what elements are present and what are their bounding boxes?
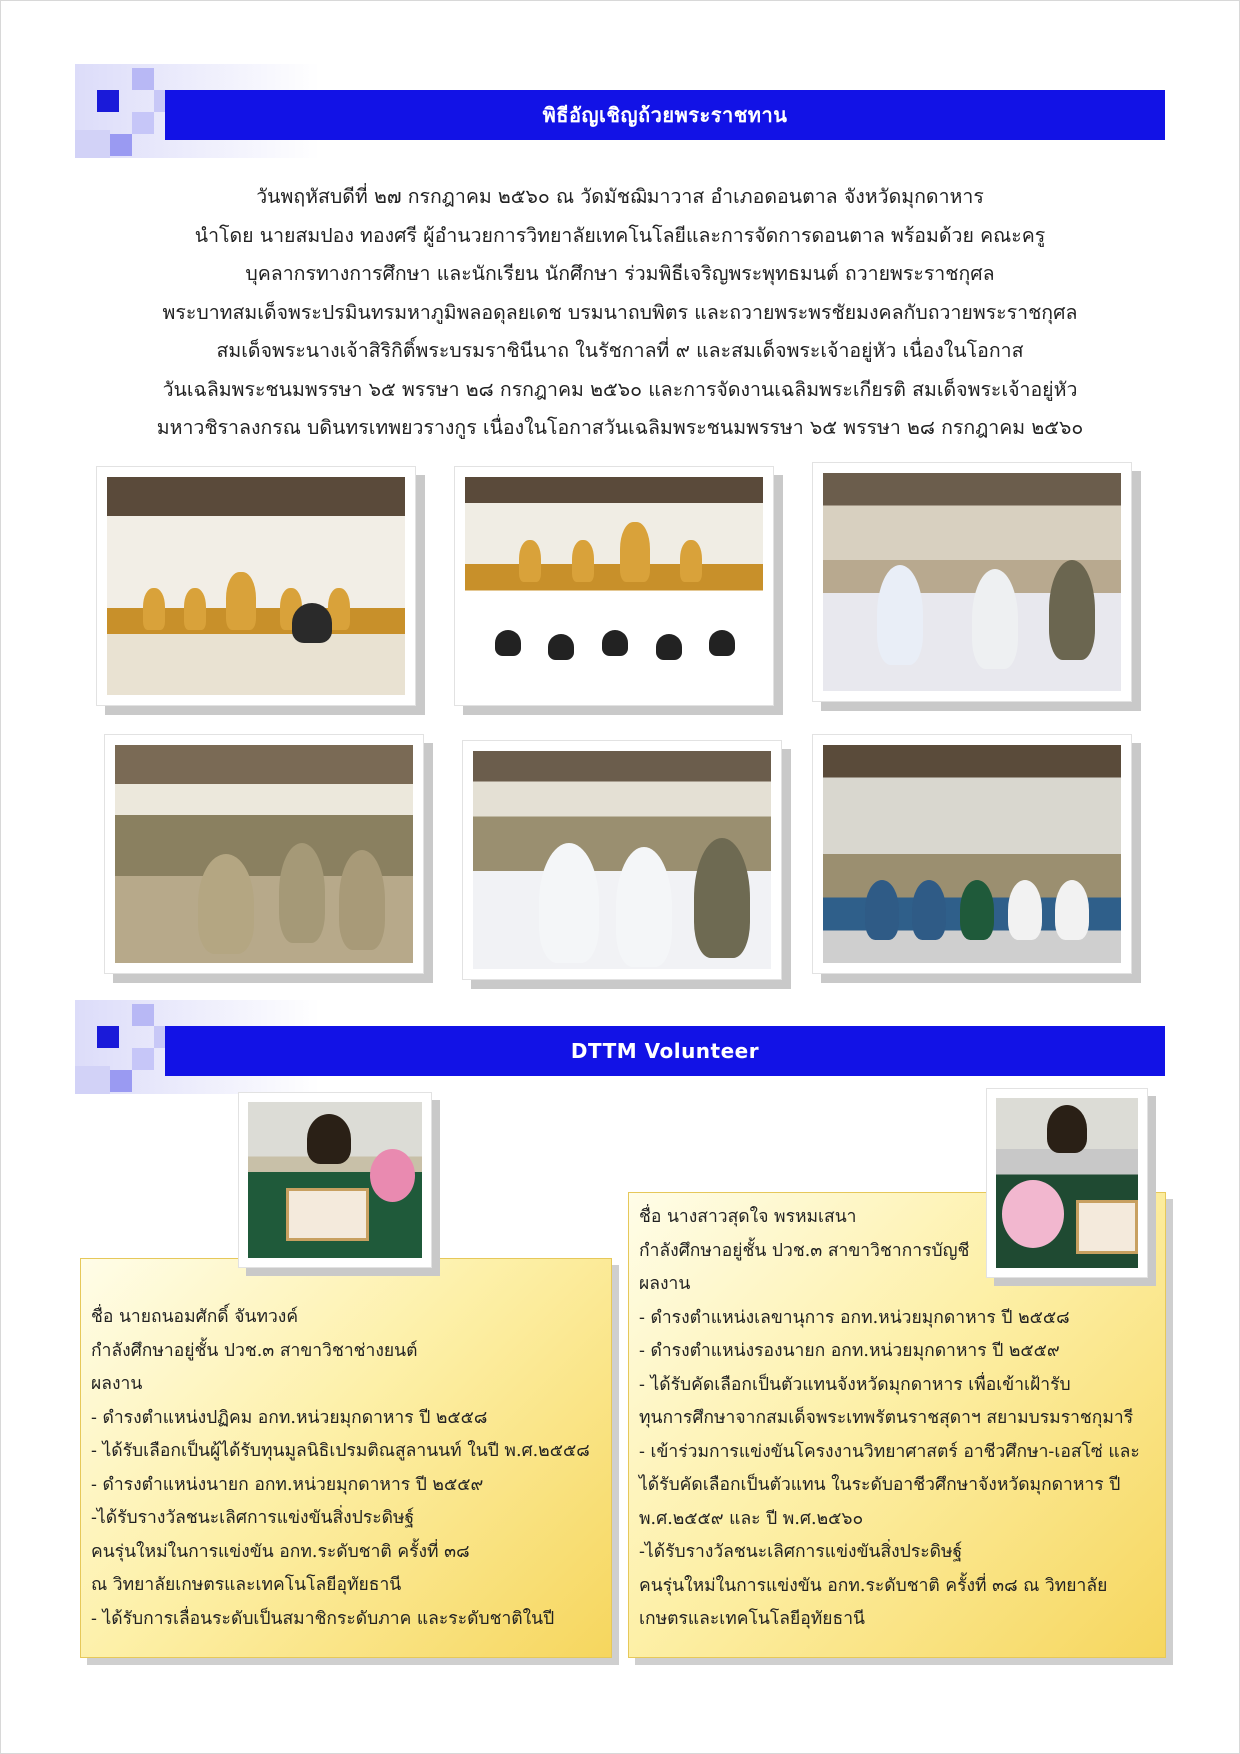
header-square-decoration [110, 134, 132, 156]
volunteer1-line: ชื่อ นายถนอมศักดิ์ จันทวงค์ [91, 1307, 299, 1327]
intro-line: วันเฉลิมพระชนมพรรษา ๖๕ พรรษา ๒๘ กรกฎาคม ๒๕๖๐ และการจัดงานเฉลิมพระเกียรติ สมเด็จพระเจ้าอยู่หัว [162, 377, 1078, 401]
volunteer2-line: ทุนการศึกษาจากสมเด็จพระเทพรัตนราชสุดาฯ สยามบรมราชกุมารี [639, 1408, 1134, 1428]
volunteer2-line: ได้รับคัดเลือกเป็นตัวแทน ในระดับอาชีวศึกษาจังหวัดมุกดาหาร ปี [639, 1475, 1121, 1495]
section-header-ceremony [75, 64, 1167, 168]
intro-line: พระบาทสมเด็จพระปรมินทรมหาภูมิพลอดุลยเดช บรมนาถบพิตร และถวายพระพรชัยมงคลกับถวายพระราชกุศล [162, 300, 1078, 324]
volunteer2-photo [986, 1088, 1148, 1278]
intro-line: สมเด็จพระนางเจ้าสิริกิติ์พระบรมราชินีนาถ ในรัชกาลที่ ๙ และสมเด็จพระเจ้าอยู่หัว เนื่องในโอกาส [216, 339, 1024, 362]
ceremony-description [80, 178, 1160, 448]
section-title-volunteer: DTTM Volunteer [165, 1026, 1165, 1076]
photo-shrine-students [454, 466, 774, 706]
header-square-decoration [132, 1048, 154, 1070]
volunteer2-line: - ดำรงตำแหน่งเลขานุการ อกท.หน่วยมุกดาหาร ปี ๒๕๕๘ [639, 1307, 1070, 1328]
volunteer1-line: ณ วิทยาลัยเกษตรและเทคโนโลยีอุทัยธานี [91, 1575, 402, 1595]
intro-line: นำโดย นายสมปอง ทองศรี ผู้อำนวยการวิทยาลัยเทคโนโลยีและการจัดการดอนตาล พร้อมด้วย คณะครู [194, 223, 1046, 247]
volunteer1-line: - ได้รับการเลื่อนระดับเป็นสมาชิกระดับภาค และระดับชาติในปี [91, 1608, 555, 1629]
header-square-decoration [75, 1066, 110, 1094]
volunteer1-line: -ได้รับรางวัลชนะเลิศการแข่งขันสิ่งประดิษฐ์ [91, 1508, 415, 1528]
header-square-decoration [97, 90, 119, 112]
volunteer1-line: กำลังศึกษาอยู่ชั้น ปวช.๓ สาขาวิชาช่างยนต์ [91, 1340, 418, 1361]
intro-line: มหาวชิราลงกรณ บดินทรเทพยวรางกูร เนื่องในโอกาสวันเฉลิมพระชนมพรรษา ๖๕ พรรษา ๒๘ กรกฎาคม ๒๕๖๐ [156, 416, 1084, 439]
header-square-decoration [132, 112, 154, 134]
volunteer-card-1 [80, 1258, 612, 1658]
volunteer2-line: เกษตรและเทคโนโลยีอุทัยธานี [639, 1609, 866, 1629]
header-square-decoration [110, 1070, 132, 1092]
volunteer2-line: - ดำรงตำแหน่งรองนายก อกท.หน่วยมุกดาหาร ปี ๒๕๕๙ [639, 1341, 1060, 1361]
volunteer1-line: - ได้รับเลือกเป็นผู้ได้รับทุนมูลนิธิเปรมติณสูลานนท์ ในปี พ.ศ.๒๕๕๘ [91, 1441, 590, 1461]
intro-line: วันพฤหัสบดีที่ ๒๗ กรกฎาคม ๒๕๖๐ ณ วัดมัชฌิมาวาส อำเภอดอนตาล จังหวัดมุกดาหาร [256, 185, 984, 208]
intro-line: บุคลากรทางการศึกษา และนักเรียน นักศึกษา ร่วมพิธีเจริญพระพุทธมนต์ ถวายพระราชกุศล [245, 262, 995, 285]
photo-teachers-seated [104, 734, 424, 974]
volunteer1-line: ผลงาน [91, 1374, 143, 1394]
header-square-decoration [97, 1026, 119, 1048]
volunteer2-line: พ.ศ.๒๕๕๙ และ ปี พ.ศ.๒๕๖๐ [639, 1508, 864, 1529]
section-title-ceremony: พิธีอัญเชิญถ้วยพระราชทาน [165, 90, 1165, 140]
photo-women-white-uniform [462, 740, 782, 980]
volunteer1-line: คนรุ่นใหม่ในการแข่งขัน อกท.ระดับชาติ ครั้งที่ ๓๘ [91, 1541, 470, 1562]
volunteer1-photo [238, 1092, 432, 1268]
volunteer1-line: - ดำรงตำแหน่งปฏิคม อกท.หน่วยมุกดาหาร ปี ๒๕๕๘ [91, 1407, 488, 1428]
photo-officials-seated [812, 462, 1132, 702]
volunteer2-line: คนรุ่นใหม่ในการแข่งขัน อกท.ระดับชาติ ครั้งที่ ๓๘ ณ วิทยาลัย [639, 1575, 1108, 1596]
volunteer2-line: -ได้รับรางวัลชนะเลิศการแข่งขันสิ่งประดิษฐ์ [639, 1542, 963, 1562]
volunteer2-line: ผลงาน [639, 1274, 691, 1294]
header-square-decoration [132, 68, 154, 90]
volunteer2-line: กำลังศึกษาอยู่ชั้น ปวช.๓ สาขาวิชาการบัญชี [639, 1240, 970, 1261]
volunteer1-line: - ดำรงตำแหน่งนายก อกท.หน่วยมุกดาหาร ปี ๒๕๕๙ [91, 1474, 484, 1495]
header-square-decoration [132, 1004, 154, 1026]
volunteer2-line: - เข้าร่วมการแข่งขันโครงงานวิทยาศาสตร์ อาชีวศึกษา-เอสโซ่ และ [639, 1441, 1140, 1462]
header-square-decoration [75, 130, 110, 158]
volunteer2-line: - ได้รับคัดเลือกเป็นตัวแทนจังหวัดมุกดาหาร เพื่อเข้าเฝ้ารับ [639, 1374, 1071, 1395]
volunteer2-line: ชื่อ นางสาวสุดใจ พรหมเสนา [639, 1207, 857, 1227]
photo-group-kneeling [812, 734, 1132, 974]
photo-shrine-monks [96, 466, 416, 706]
